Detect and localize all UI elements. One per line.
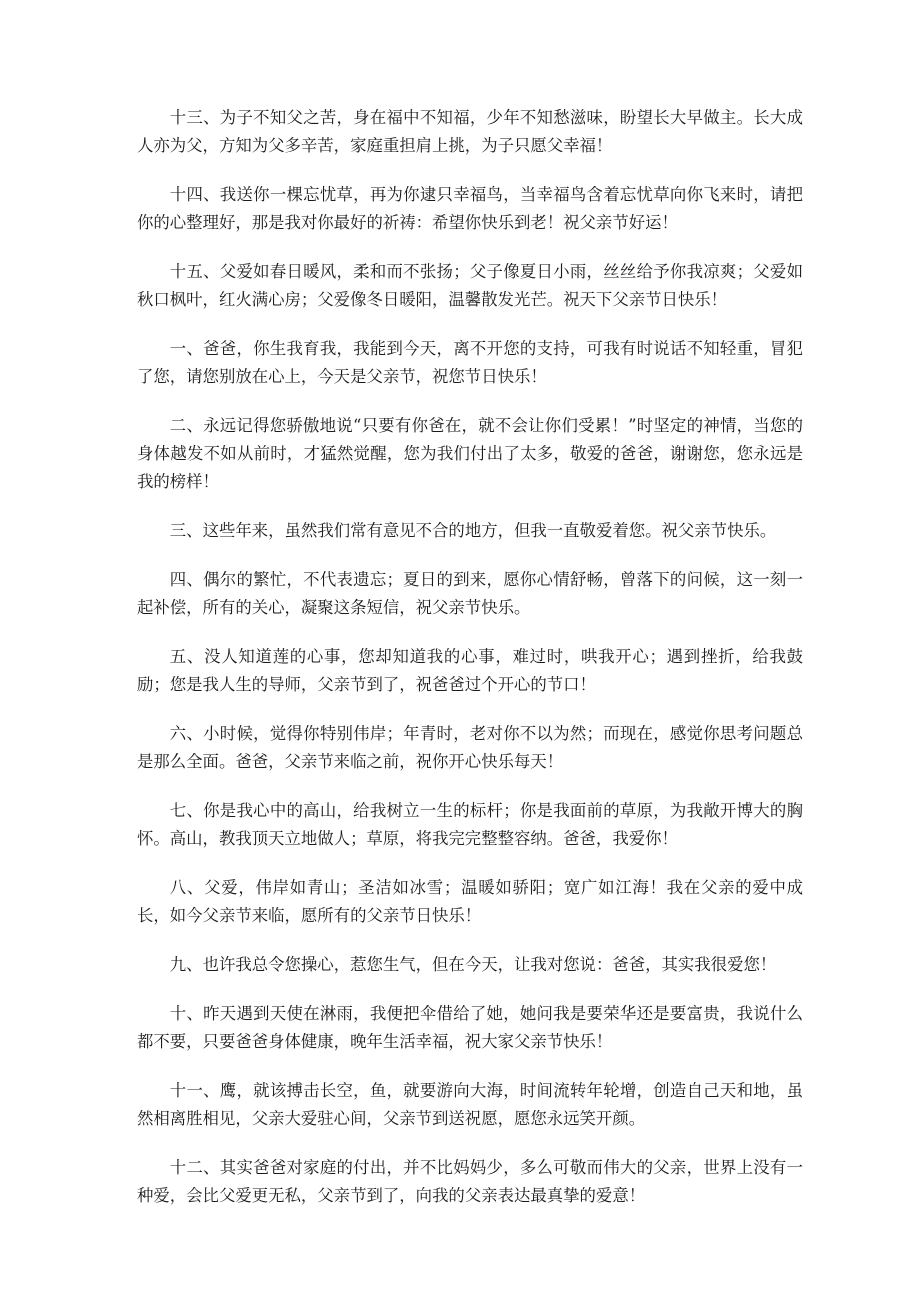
- paragraph-3: 三、这些年来，虽然我们常有意见不合的地方，但我一直敬爱着您。祝父亲节快乐。: [169, 521, 777, 540]
- paragraph-14: 十四、我送你一棵忘忧草，再为你逮只幸福鸟，当幸福鸟含着忘忧草向你飞来时，请把你的心整理好，那是我对你最好的祈祷：希望你快乐到老！祝父亲节好运！: [137, 185, 803, 232]
- paragraph-13: 十三、为子不知父之苦，身在福中不知福，少年不知愁滋味，盼望长大早做主。长大成人亦为父，方知为父多辛苦，家庭重担肩上挑，为子只愿父幸福！: [137, 108, 803, 155]
- paragraph-6: 六、小时候，觉得你特别伟岸；年青时，老对你不以为然；而现在，感觉你思考问题总是那么全面。爸爸，父亲节来临之前，祝你开心快乐每天！: [137, 724, 803, 771]
- document-page: [137, 104, 803, 1231]
- paragraph-8: 八、父爱，伟岸如青山；圣洁如冰雪；温暖如骄阳；宽广如江海！我在父亲的爱中成长，如今父亲节来临，愿所有的父亲节日快乐！: [137, 878, 803, 925]
- paragraph-12: 十二、其实爸爸对家庭的付出，并不比妈妈少，多么可敬而伟大的父亲，世界上没有一种爱，会比父爱更无私，父亲节到了，向我的父亲表达最真挚的爱意！: [137, 1158, 803, 1205]
- paragraph-5: 五、没人知道莲的心事，您却知道我的心事，难过时，哄我开心；遇到挫折，给我鼓励；您是我人生的导师，父亲节到了，祝爸爸过个开心的节口！: [137, 647, 803, 694]
- paragraph-7: 七、你是我心中的高山，给我树立一生的标杆；你是我面前的草原，为我敞开博大的胸怀。高山，教我顶天立地做人；草原，将我完完整整容纳。爸爸，我爱你！: [137, 801, 803, 848]
- paragraph-2: 二、永远记得您骄傲地说“只要有你爸在，就不会让你们受累！”时坚定的神情，当您的身体越发不如从前时，才猛然觉醒，您为我们付出了太多，敬爱的爸爸，谢谢您，您永远是我的榜样！: [137, 416, 803, 491]
- paragraph-11: 十一、鹰，就该搏击长空，鱼，就要游向大海，时间流转年轮增，创造自己天和地，虽然相离胜相见，父亲大爱驻心间，父亲节到送祝愿，愿您永远笑开颜。: [137, 1081, 803, 1128]
- paragraph-1: 一、爸爸，你生我育我，我能到今天，离不开您的支持，可我有时说话不知轻重，冒犯了您，请您别放在心上，今天是父亲节，祝您节日快乐！: [137, 339, 803, 386]
- paragraph-15: 十五、父爱如春日暖风，柔和而不张扬；父子像夏日小雨，丝丝给予你我凉爽；父爱如秋口枫叶，红火满心房；父爱像冬日暖阳，温馨散发光芒。祝天下父亲节日快乐！: [137, 262, 803, 309]
- paragraph-10: 十、昨天遇到天使在淋雨，我便把伞借给了她，她问我是要荣华还是要富贵，我说什么都不要，只要爸爸身体健康，晚年生活幸福，祝大家父亲节快乐！: [137, 1004, 803, 1051]
- paragraph-9: 九、也许我总令您操心，惹您生气，但在今天，让我对您说：爸爸，其实我很爱您！: [169, 955, 777, 974]
- paragraph-4: 四、偶尔的繁忙，不代表遗忘；夏日的到来，愿你心情舒畅，曾落下的问候，这一刻一起补偿，所有的关心，凝聚这条短信，祝父亲节快乐。: [137, 570, 803, 617]
